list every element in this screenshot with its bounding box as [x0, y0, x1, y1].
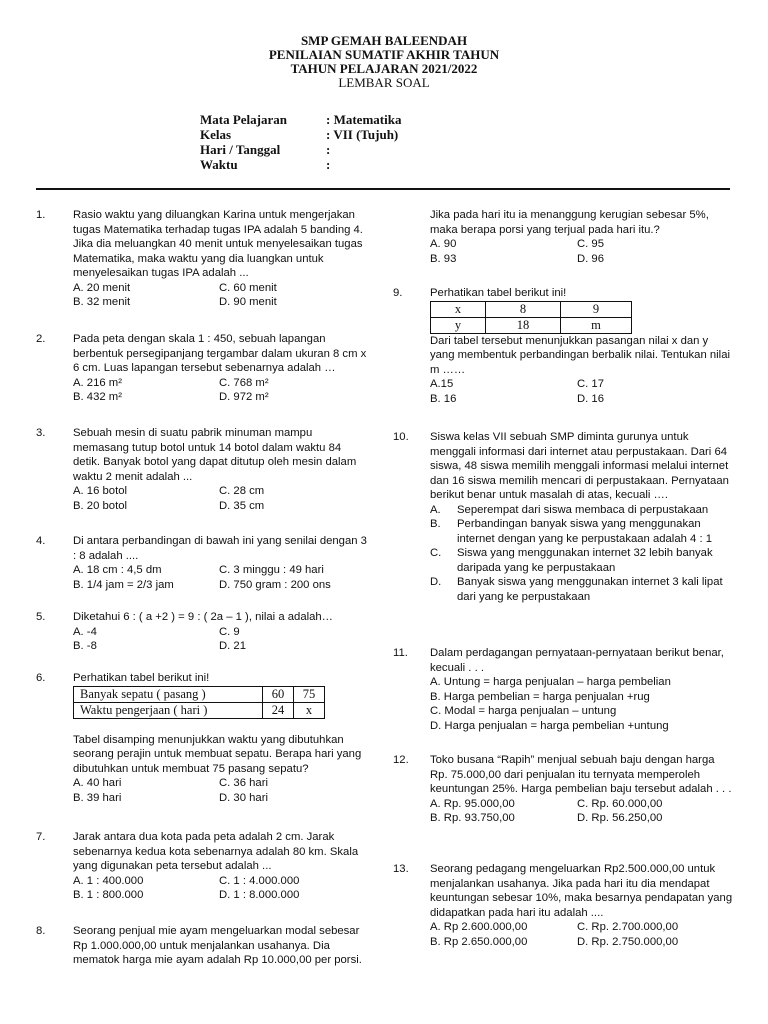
option: B. 32 menit: [73, 296, 131, 308]
question-number: 12.: [393, 754, 409, 766]
info-key: Kelas: [200, 127, 232, 142]
question-6: [36, 671, 370, 805]
option: C. 9: [219, 625, 240, 638]
inverse-proportion-table: [430, 301, 632, 334]
info-row: [200, 142, 401, 157]
table-cell: Waktu pengerjaan ( hari ): [74, 702, 263, 718]
table-cell: Banyak sepatu ( pasang ): [74, 686, 263, 702]
option: A. 90: [430, 238, 457, 250]
question-text: Sebuah mesin di suatu pabrik minuman mampu memasang tutup botol untuk 14 botol dalam waktu 84 detik. Banyak botol yang dapat ditutup oleh mesin dalam waktu 2 menit adalah ...: [73, 427, 357, 483]
question-text: Dari tabel tersebut menunjukkan pasangan nilai x dan y yang membentuk perbandingan berbalik nilai. Tentukan nilai m ……: [430, 334, 730, 376]
option: A. 1 : 400.000: [73, 874, 144, 887]
question-text: Pada peta dengan skala 1 : 450, sebuah lapangan berbentuk persegipanjang tergambar dalam ukuran 8 cm x 6 cm. Luas lapangan tersebut sebenarnya adalah …: [73, 333, 367, 374]
option: A. 40 hari: [73, 777, 122, 789]
option-letter: C.: [430, 547, 442, 559]
question-4: [36, 534, 370, 592]
option-letter: B.: [430, 518, 441, 530]
option: B. 39 hari: [73, 791, 122, 804]
option: B. 16: [430, 392, 457, 405]
option: C. 28 cm: [219, 485, 265, 497]
option: D. 1 : 8.000.000: [219, 889, 300, 901]
question-number: 2.: [36, 333, 46, 345]
option: B. Rp 2.650.000,00: [430, 935, 528, 948]
question-text: Rasio waktu yang diluangkan Karina untuk mengerjakan tugas Matematika terhadap tugas IPA adalah 5 banding 4. Jika dia meluangkan 40 menit untuk menyelesaikan tugas Matematika, maka waktu yang dia luangkan untuk menyelesaikan tugas IPA adalah ...: [73, 209, 363, 279]
info-key: Mata Pelajaran: [200, 112, 288, 127]
question-8-continued: [393, 208, 735, 266]
question-number: 3.: [36, 427, 46, 439]
option: [430, 546, 735, 575]
table-cell: x: [431, 301, 486, 317]
option-text: Perbandingan banyak siswa yang menggunakan internet dengan yang ke perpustakaan adalah 4 : 1: [457, 518, 713, 545]
option: A. 216 m²: [73, 376, 122, 389]
table-cell: m: [561, 317, 632, 333]
option: A.15: [430, 378, 454, 390]
question-text: Diketahui 6 : ( a +2 ) = 9 : ( 2a – 1 ), nilai a adalah…: [73, 611, 333, 623]
question-13: [393, 862, 735, 949]
option: D. Harga penjualan = harga pembelian +untung: [430, 719, 669, 732]
option: B. 432 m²: [73, 391, 122, 403]
option: B. 93: [430, 252, 457, 265]
question-number: 6.: [36, 672, 46, 684]
table-cell: 24: [263, 702, 294, 718]
option: D. 972 m²: [219, 391, 269, 403]
question-text: Tabel disamping menunjukkan waktu yang dibutuhkan seorang perajin untuk membuat sepatu. Berapa hari yang dibutuhkan untuk membuat 75 pasang sepatu?: [73, 733, 362, 775]
school-name: SMP GEMAH BALEENDAH: [300, 33, 468, 48]
question-5: [36, 610, 370, 654]
option: C. Rp. 2.700.000,00: [577, 921, 679, 933]
option: C. 3 minggu : 49 hari: [219, 564, 324, 576]
option-letter: D.: [430, 576, 442, 588]
option: C. 60 menit: [219, 281, 277, 294]
question-text: Seorang penjual mie ayam mengeluarkan modal sebesar Rp 1.000.000,00 untuk menjalankan usahanya. Dia mematok harga mie ayam adalah Rp 10.000,00 per porsi.: [73, 925, 362, 966]
academic-year: TAHUN PELAJARAN 2021/2022: [290, 61, 478, 76]
option-letter: A.: [430, 503, 441, 516]
option: D. 16: [577, 392, 605, 405]
option: B. Harga pembelian = harga penjualan +rug: [430, 690, 650, 703]
option: D. 30 hari: [219, 791, 268, 804]
info-row: [200, 127, 401, 142]
option: D. 750 gram : 200 ons: [219, 578, 331, 591]
option: A. Untung = harga penjualan – harga pembelian: [430, 676, 671, 688]
exam-info: [200, 112, 401, 172]
option: [430, 503, 735, 518]
header-divider: [36, 188, 730, 190]
question-text: Jika pada hari itu ia menanggung kerugian sebesar 5%, maka berapa porsi yang terjual pada hari itu.?: [430, 209, 709, 236]
option: A. 18 cm : 4,5 dm: [73, 564, 162, 576]
info-value: : Matematika: [326, 112, 402, 127]
info-key: Waktu: [200, 157, 238, 172]
option: B. Rp. 93.750,00: [430, 812, 515, 824]
option: C. 768 m²: [219, 376, 269, 389]
option: D. 90 menit: [219, 296, 277, 308]
option: B. 20 botol: [73, 499, 128, 512]
question-number: 9.: [393, 287, 403, 299]
table-cell: y: [431, 317, 486, 333]
option: B. -8: [73, 640, 97, 652]
question-10: [393, 430, 735, 604]
document-header: [0, 34, 768, 90]
question-12: [393, 753, 735, 826]
option: C. 36 hari: [219, 777, 268, 789]
question-number: 7.: [36, 831, 46, 843]
question-text: Seorang pedagang mengeluarkan Rp2.500.000,00 untuk menjalankan usahanya. Jika pada hari itu dia mendapat keuntungan sebesar 10%, maka besarnya pendapatan yang didapatkan pada hari itu adalah ....: [430, 863, 733, 919]
question-9: [393, 286, 735, 406]
option: C. 95: [577, 238, 605, 250]
info-row: [200, 157, 401, 172]
question-text: Perhatikan tabel berikut ini!: [430, 287, 567, 299]
option: [430, 575, 735, 604]
option-text: Siswa yang menggunakan internet 32 lebih banyak daripada yang ke perpustakaan: [457, 547, 713, 574]
question-text: Toko busana “Rapih” menjual sebuah baju dengan harga Rp. 75.000,00 dari penjualan itu ternyata memperoleh keuntungan 25%. Harga pembelian baju tersebut adalah . . .: [430, 754, 732, 795]
question-11: [393, 646, 735, 733]
option: D. Rp. 2.750.000,00: [577, 935, 679, 948]
table-cell: 8: [486, 301, 561, 317]
question-number: 10.: [393, 431, 409, 443]
info-key: Hari / Tanggal: [200, 142, 281, 157]
table-cell: 60: [263, 686, 294, 702]
question-text: Jarak antara dua kota pada peta adalah 2 cm. Jarak sebenarnya kedua kota sebenarnya adalah 80 km. Skala yang digunakan peta tersebut adalah ...: [73, 831, 359, 872]
question-text: Perhatikan tabel berikut ini!: [73, 672, 210, 684]
question-text: Di antara perbandingan di bawah ini yang senilai dengan 3 : 8 adalah ....: [73, 535, 367, 562]
option: D. Rp. 56.250,00: [577, 812, 663, 824]
option: C. 1 : 4.000.000: [219, 874, 300, 887]
option-text: Banyak siswa yang menggunakan internet 3 kali lipat dari yang ke perpustakaan: [457, 576, 723, 603]
table-row: [74, 702, 325, 718]
table-row: [431, 317, 632, 333]
info-value: : VII (Tujuh): [326, 127, 399, 142]
question-7: [36, 830, 370, 903]
option: [430, 517, 735, 546]
option: D. 96: [577, 252, 605, 265]
table-cell: x: [294, 702, 325, 718]
option-text: Seperempat dari siswa membaca di perpustakaan: [457, 503, 709, 516]
option: D. 35 cm: [219, 499, 265, 512]
table-cell: 75: [294, 686, 325, 702]
shoe-production-table: [73, 686, 325, 719]
option: A. Rp 2.600.000,00: [430, 921, 528, 933]
question-1: [36, 208, 370, 310]
info-value: :: [326, 157, 331, 172]
option: C. Rp. 60.000,00: [577, 797, 663, 810]
question-8: [36, 924, 370, 968]
question-number: 11.: [393, 647, 408, 659]
question-number: 5.: [36, 611, 46, 623]
question-text: Siswa kelas VII sebuah SMP diminta gurunya untuk menggali informasi dari internet atau perpustakaan. Dari 64 siswa, 48 siswa memilih menggali informasi melalui internet dan 16 siswa memilih mencari di perpustakaan. Pernyataan berikut benar untuk masalah di atas, kecuali ….: [430, 431, 729, 501]
question-number: 1.: [36, 209, 46, 221]
question-3: [36, 426, 370, 513]
option: B. 1/4 jam = 2/3 jam: [73, 578, 174, 591]
option: A. 20 menit: [73, 281, 131, 294]
table-cell: 18: [486, 317, 561, 333]
option: A. 16 botol: [73, 485, 128, 497]
question-2: [36, 332, 370, 405]
question-number: 13.: [393, 863, 409, 875]
sheet-label: LEMBAR SOAL: [338, 75, 430, 90]
table-row: [431, 301, 632, 317]
option: A. Rp. 95.000,00: [430, 797, 515, 810]
option: A. -4: [73, 625, 97, 638]
info-row: [200, 112, 401, 127]
table-cell: 9: [561, 301, 632, 317]
table-row: [74, 686, 325, 702]
question-text: Dalam perdagangan pernyataan-pernyataan berikut benar, kecuali . . .: [430, 647, 724, 674]
option: B. 1 : 800.000: [73, 889, 144, 901]
question-number: 8.: [36, 925, 46, 937]
option: C. 17: [577, 378, 605, 390]
info-value: :: [326, 142, 331, 157]
option: C. Modal = harga penjualan – untung: [430, 705, 617, 717]
exam-title: PENILAIAN SUMATIF AKHIR TAHUN: [268, 47, 500, 62]
question-number: 4.: [36, 535, 46, 547]
option: D. 21: [219, 640, 247, 652]
